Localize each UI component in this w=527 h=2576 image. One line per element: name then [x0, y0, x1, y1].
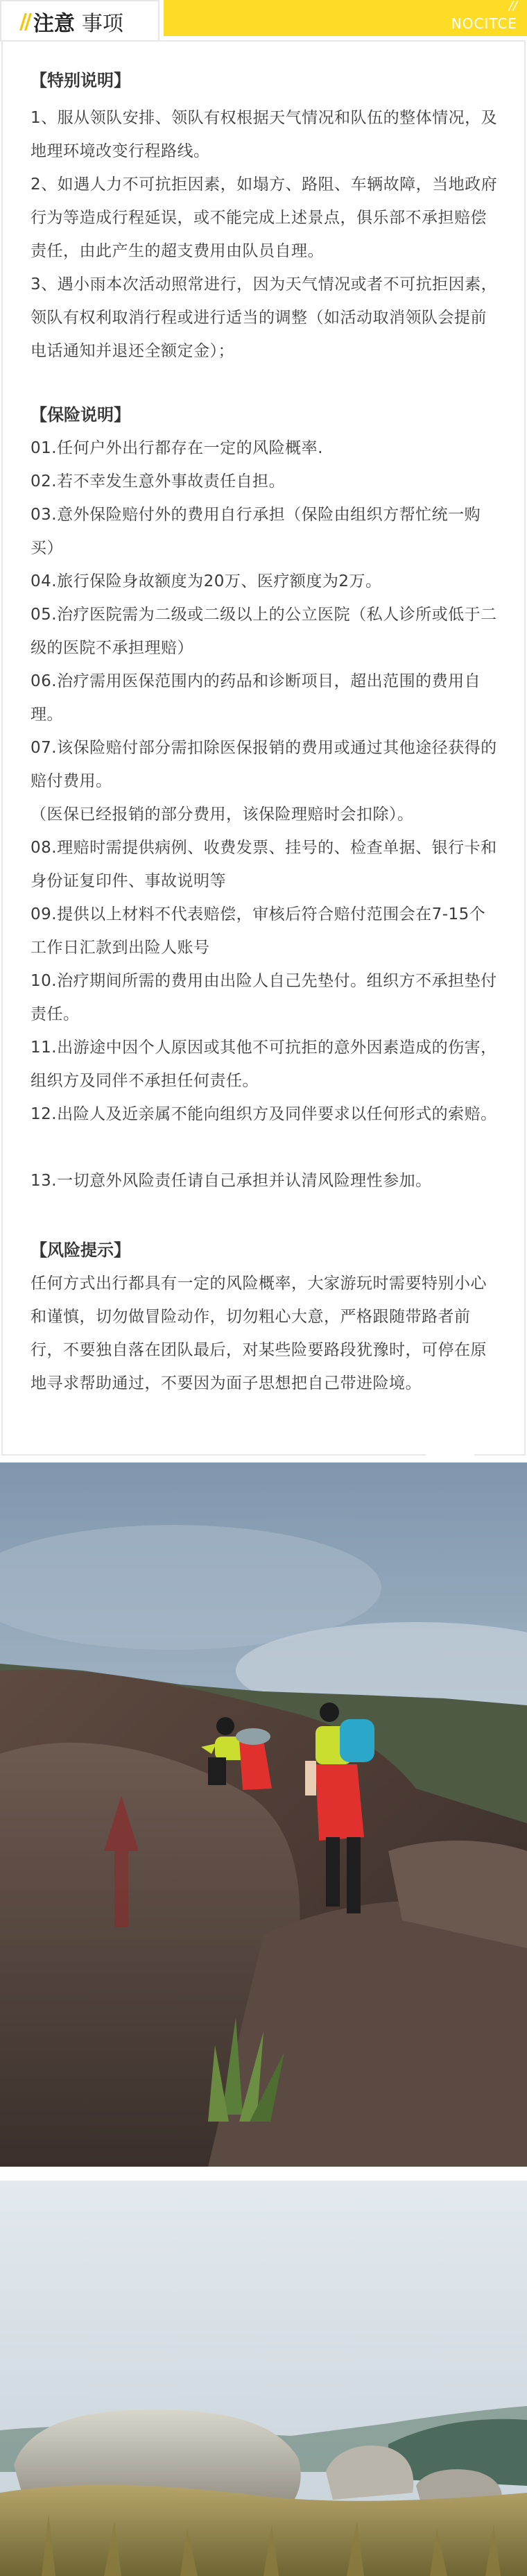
risk-title: 【风险提示】: [31, 1240, 130, 1260]
insurance-title: 【保险说明】: [31, 405, 130, 425]
insurance-item: （医保已经报销的部分费用，该保险理赔时会扣除）。: [31, 805, 414, 824]
title-bold: 注意: [33, 12, 75, 36]
border-gap: [426, 1453, 474, 1457]
insurance-item: 13.一切意外风险责任请自己承担并认清风险理性参加。: [31, 1172, 432, 1190]
insurance-item: 01.任何户外出行都存在一定的风险概率.: [31, 439, 323, 457]
insurance-item: 04.旅行保险身故额度为20万、医疗额度为2万。: [31, 572, 382, 590]
insurance-item: 02.若不幸发生意外事故责任自担。: [31, 472, 286, 491]
notice-tab: [0, 0, 159, 42]
risk-text: 任何方式出行都具有一定的风险概率，大家游玩时需要特别小心和谨慎，切勿做冒险动作，切勿粗心大意，严格跟随带路者前行，不要独自落在团队最后，对某些险要路段犹豫时，可停在原地寻求帮助通过，不要因为面子思想把自己带进险境。: [31, 1274, 487, 1392]
special-title: 【特别说明】: [31, 71, 130, 90]
insurance-item: 07.该保险赔付部分需扣除医保报销的费用或通过其他途径获得的赔付费用。: [31, 739, 497, 790]
special-item: 3、遇小雨本次活动照常进行，因为天气情况或者不可抗拒因素，领队有权利取消行程或进行适当的调整（如活动取消领队会提前电话通知并退还全额定金）；: [31, 275, 498, 360]
special-item: 1、服从领队安排、领队有权根据天气情况和队伍的整体情况，及地理环境改变行程路线。: [31, 109, 498, 160]
notice-header: [0, 0, 527, 42]
yellow-banner: [164, 0, 527, 36]
rocky-hill-landscape-photo: [0, 2181, 527, 2576]
insurance-item: 10.治疗期间所需的费用由出险人自己先垫付。组织方不承担垫付责任。: [31, 972, 497, 1023]
insurance-item: 08.理赔时需提供病例、收费发票、挂号的、检查单据、银行卡和身份证复印件、事故说明等: [31, 839, 497, 890]
special-item: 2、如遇人力不可抗拒因素，如塌方、路阻、车辆故障，当地政府行为等造成行程延误，或不能完成上述景点，俱乐部不承担赔偿责任，由此产生的超支费用由队员自理。: [31, 176, 498, 260]
insurance-item: 09.提供以上材料不代表赔偿，审核后符合赔付范围会在7-15个工作日汇款到出险人账号: [31, 905, 486, 957]
insurance-item: 03.意外保险赔付外的费用自行承担（保险由组织方帮忙统一购买）: [31, 506, 481, 557]
english-subtitle: NOCITCE: [451, 15, 517, 32]
insurance-item: 05.治疗医院需为二级或二级以上的公立医院（私人诊所或低于二级的医院不承担理赔）: [31, 606, 497, 657]
insurance-item: 06.治疗需用医保范围内的药品和诊断项目，超出范围的费用自理。: [31, 672, 481, 724]
insurance-item: 12.出险人及近亲属不能向组织方及同伴要求以任何形式的索赔。: [31, 1105, 497, 1123]
slash-mark: //: [19, 9, 29, 34]
notice-content-box: [1, 40, 526, 1456]
hikers-climbing-photo: [0, 1462, 527, 2167]
corner-slash-mark: //: [508, 0, 517, 13]
insurance-item: 11.出游途中因个人原因或其他不可抗拒的意外因素造成的伤害，组织方及同伴不承担任何责任。: [31, 1039, 497, 1090]
title-rest: 事项: [81, 12, 123, 36]
